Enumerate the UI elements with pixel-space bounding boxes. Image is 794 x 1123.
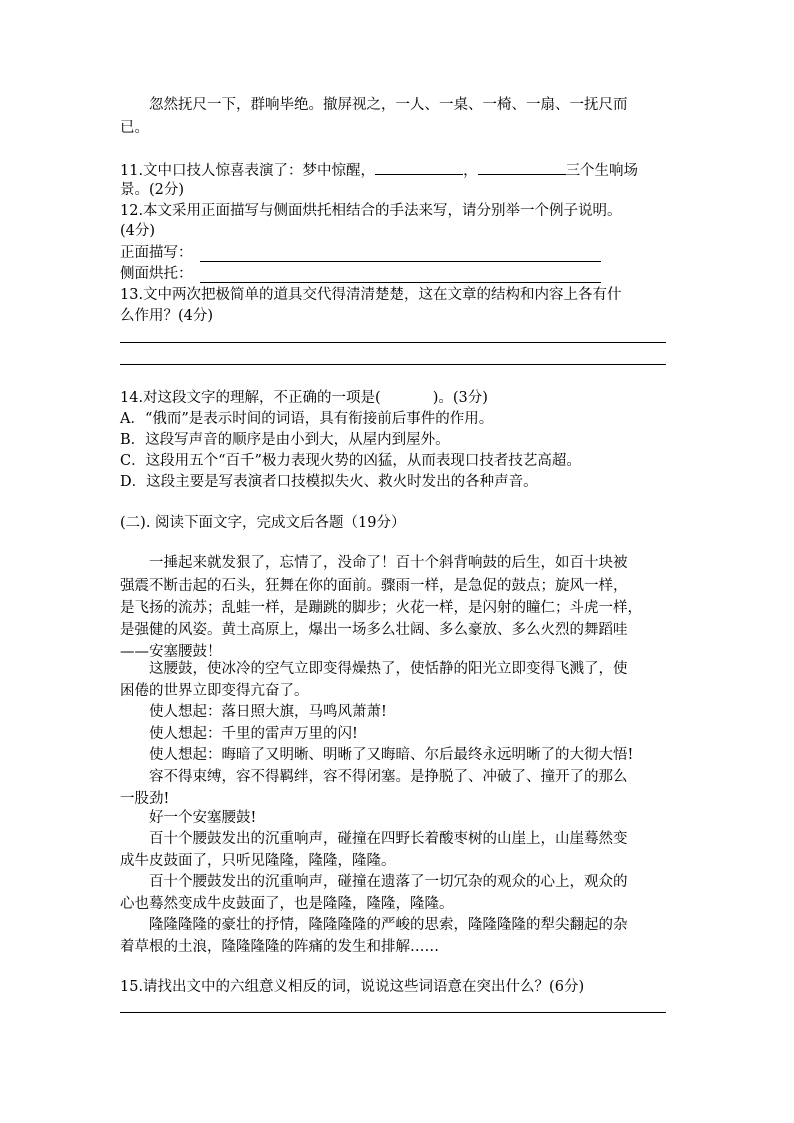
front-description-answer-line[interactable]	[200, 261, 601, 262]
question-15-answer-line[interactable]	[120, 1012, 666, 1013]
passage2-line: 心也蓦然变成牛皮鼓面了，也是隆隆，隆隆，隆隆。	[120, 896, 454, 912]
section-2-heading: (二). 阅读下面文字，完成文后各题（19分）	[120, 515, 406, 531]
question-14-stem-start: 14.对这段文字的理解，不正确的一项是(	[120, 390, 381, 406]
passage2-line: 是飞扬的流苏；乱蛙一样，是蹦跳的脚步；火花一样，是闪射的瞳仁；斗虎一样，	[120, 600, 642, 616]
passage2-line: 着草根的土浪，隆隆隆隆的阵痛的发生和排解……	[120, 939, 439, 955]
passage2-line: 困倦的世界立即变得亢奋了。	[120, 683, 309, 699]
question-13-answer-line-1[interactable]	[120, 342, 666, 343]
question-13-line1: 13.文中两次把极简单的道具交代得清清楚楚，这在文章的结构和内容上各有什	[120, 287, 622, 303]
side-description-answer-line[interactable]	[200, 282, 601, 283]
question-11-stem: 11.文中口技人惊喜表演了：梦中惊醒，	[120, 163, 376, 179]
passage2-line: 隆隆隆隆的豪壮的抒情，隆隆隆隆的严峻的思索，隆隆隆隆的犁尖翻起的杂	[149, 917, 628, 933]
question-13-line2: 么作用？(4分)	[120, 308, 214, 324]
passage1-line1: 忽然抚尺一下，群响毕绝。撤屏视之，一人、一桌、一椅、一扇、一抚尺而	[149, 97, 628, 113]
passage2-line: 容不得束缚，容不得羁绊，容不得闭塞。是挣脱了、冲破了、撞开了的那么	[149, 769, 628, 785]
passage2-line: 使人想起：落日照大旗，马鸣风萧萧!	[149, 704, 387, 720]
front-description-label: 正面描写：	[120, 245, 193, 261]
question-15-line1: 15.请找出文中的六组意义相反的词，说说这些词语意在突出什么？(6分)	[120, 979, 585, 995]
question-12-line2: (4分)	[120, 223, 156, 239]
passage2-line: 百十个腰鼓发出的沉重响声，碰撞在遗落了一切冗杂的观众的心上，观众的	[149, 874, 628, 890]
passage2-line: 使人想起：千里的雷声万里的闪!	[149, 726, 358, 742]
passage2-line: ——安塞腰鼓！	[120, 644, 222, 660]
passage2-line: 百十个腰鼓发出的沉重响声，碰撞在四野长着酸枣树的山崖上，山崖蓦然变	[149, 831, 628, 847]
question-14-option-b: B．这段写声音的顺序是由小到大，从屋内到屋外。	[120, 432, 450, 448]
question-14-stem	[120, 388, 488, 408]
passage2-line: 好一个安塞腰鼓!	[149, 810, 257, 826]
question-14-option-a: A．“俄而”是表示时间的词语，具有衔接前后事件的作用。	[120, 411, 494, 427]
question-11-line1	[120, 160, 638, 181]
passage2-line: 强震不断击起的石头，狂舞在你的面前。骤雨一样，是急促的鼓点；旋风一样，	[120, 578, 628, 594]
passage2-line: 一股劲!	[120, 791, 170, 807]
question-11-blank-2[interactable]	[478, 160, 566, 175]
question-14-option-d: D．这段主要是写表演者口技模拟失火、救火时发出的各种声音。	[120, 474, 538, 490]
passage2-line: 成牛皮鼓面了，只听见隆隆，隆隆，隆隆。	[120, 853, 396, 869]
question-11-line2: 景。(2分)	[120, 182, 185, 198]
passage2-line: 是强健的风姿。黄土高原上，爆出一场多么壮阔、多么豪放、多么火烈的舞蹈哇	[120, 622, 628, 638]
question-12-line1: 12.本文采用正面描写与侧面烘托相结合的手法来写，请分别举一个例子说明。	[120, 203, 622, 219]
question-11-comma: ，	[463, 163, 478, 179]
question-14-stem-end: )。(3分)	[432, 390, 488, 406]
question-12-front-row	[120, 243, 193, 263]
passage2-line: 一捶起来就发狠了，忘情了，没命了！百十个斜背响鼓的后生，如百十块被	[149, 555, 628, 571]
question-11-blank-1[interactable]	[375, 160, 463, 175]
passage2-line: 这腰鼓，使冰冷的空气立即变得燥热了，使恬静的阳光立即变得飞溅了，使	[149, 661, 628, 677]
passage2-line: 使人想起：晦暗了又明晰、明晰了又晦暗、尔后最终永远明晰了的大彻大悟!	[149, 747, 634, 763]
question-13-answer-line-2[interactable]	[120, 364, 666, 365]
question-14-option-c: C．这段用五个“百千”极力表现火势的凶猛，从而表现口技者技艺高超。	[120, 453, 581, 469]
question-12-side-row	[120, 264, 193, 284]
question-11-stem-end: 三个生响场	[565, 163, 639, 179]
side-description-label: 侧面烘托：	[120, 266, 193, 282]
passage1-line2: 已。	[120, 120, 149, 136]
